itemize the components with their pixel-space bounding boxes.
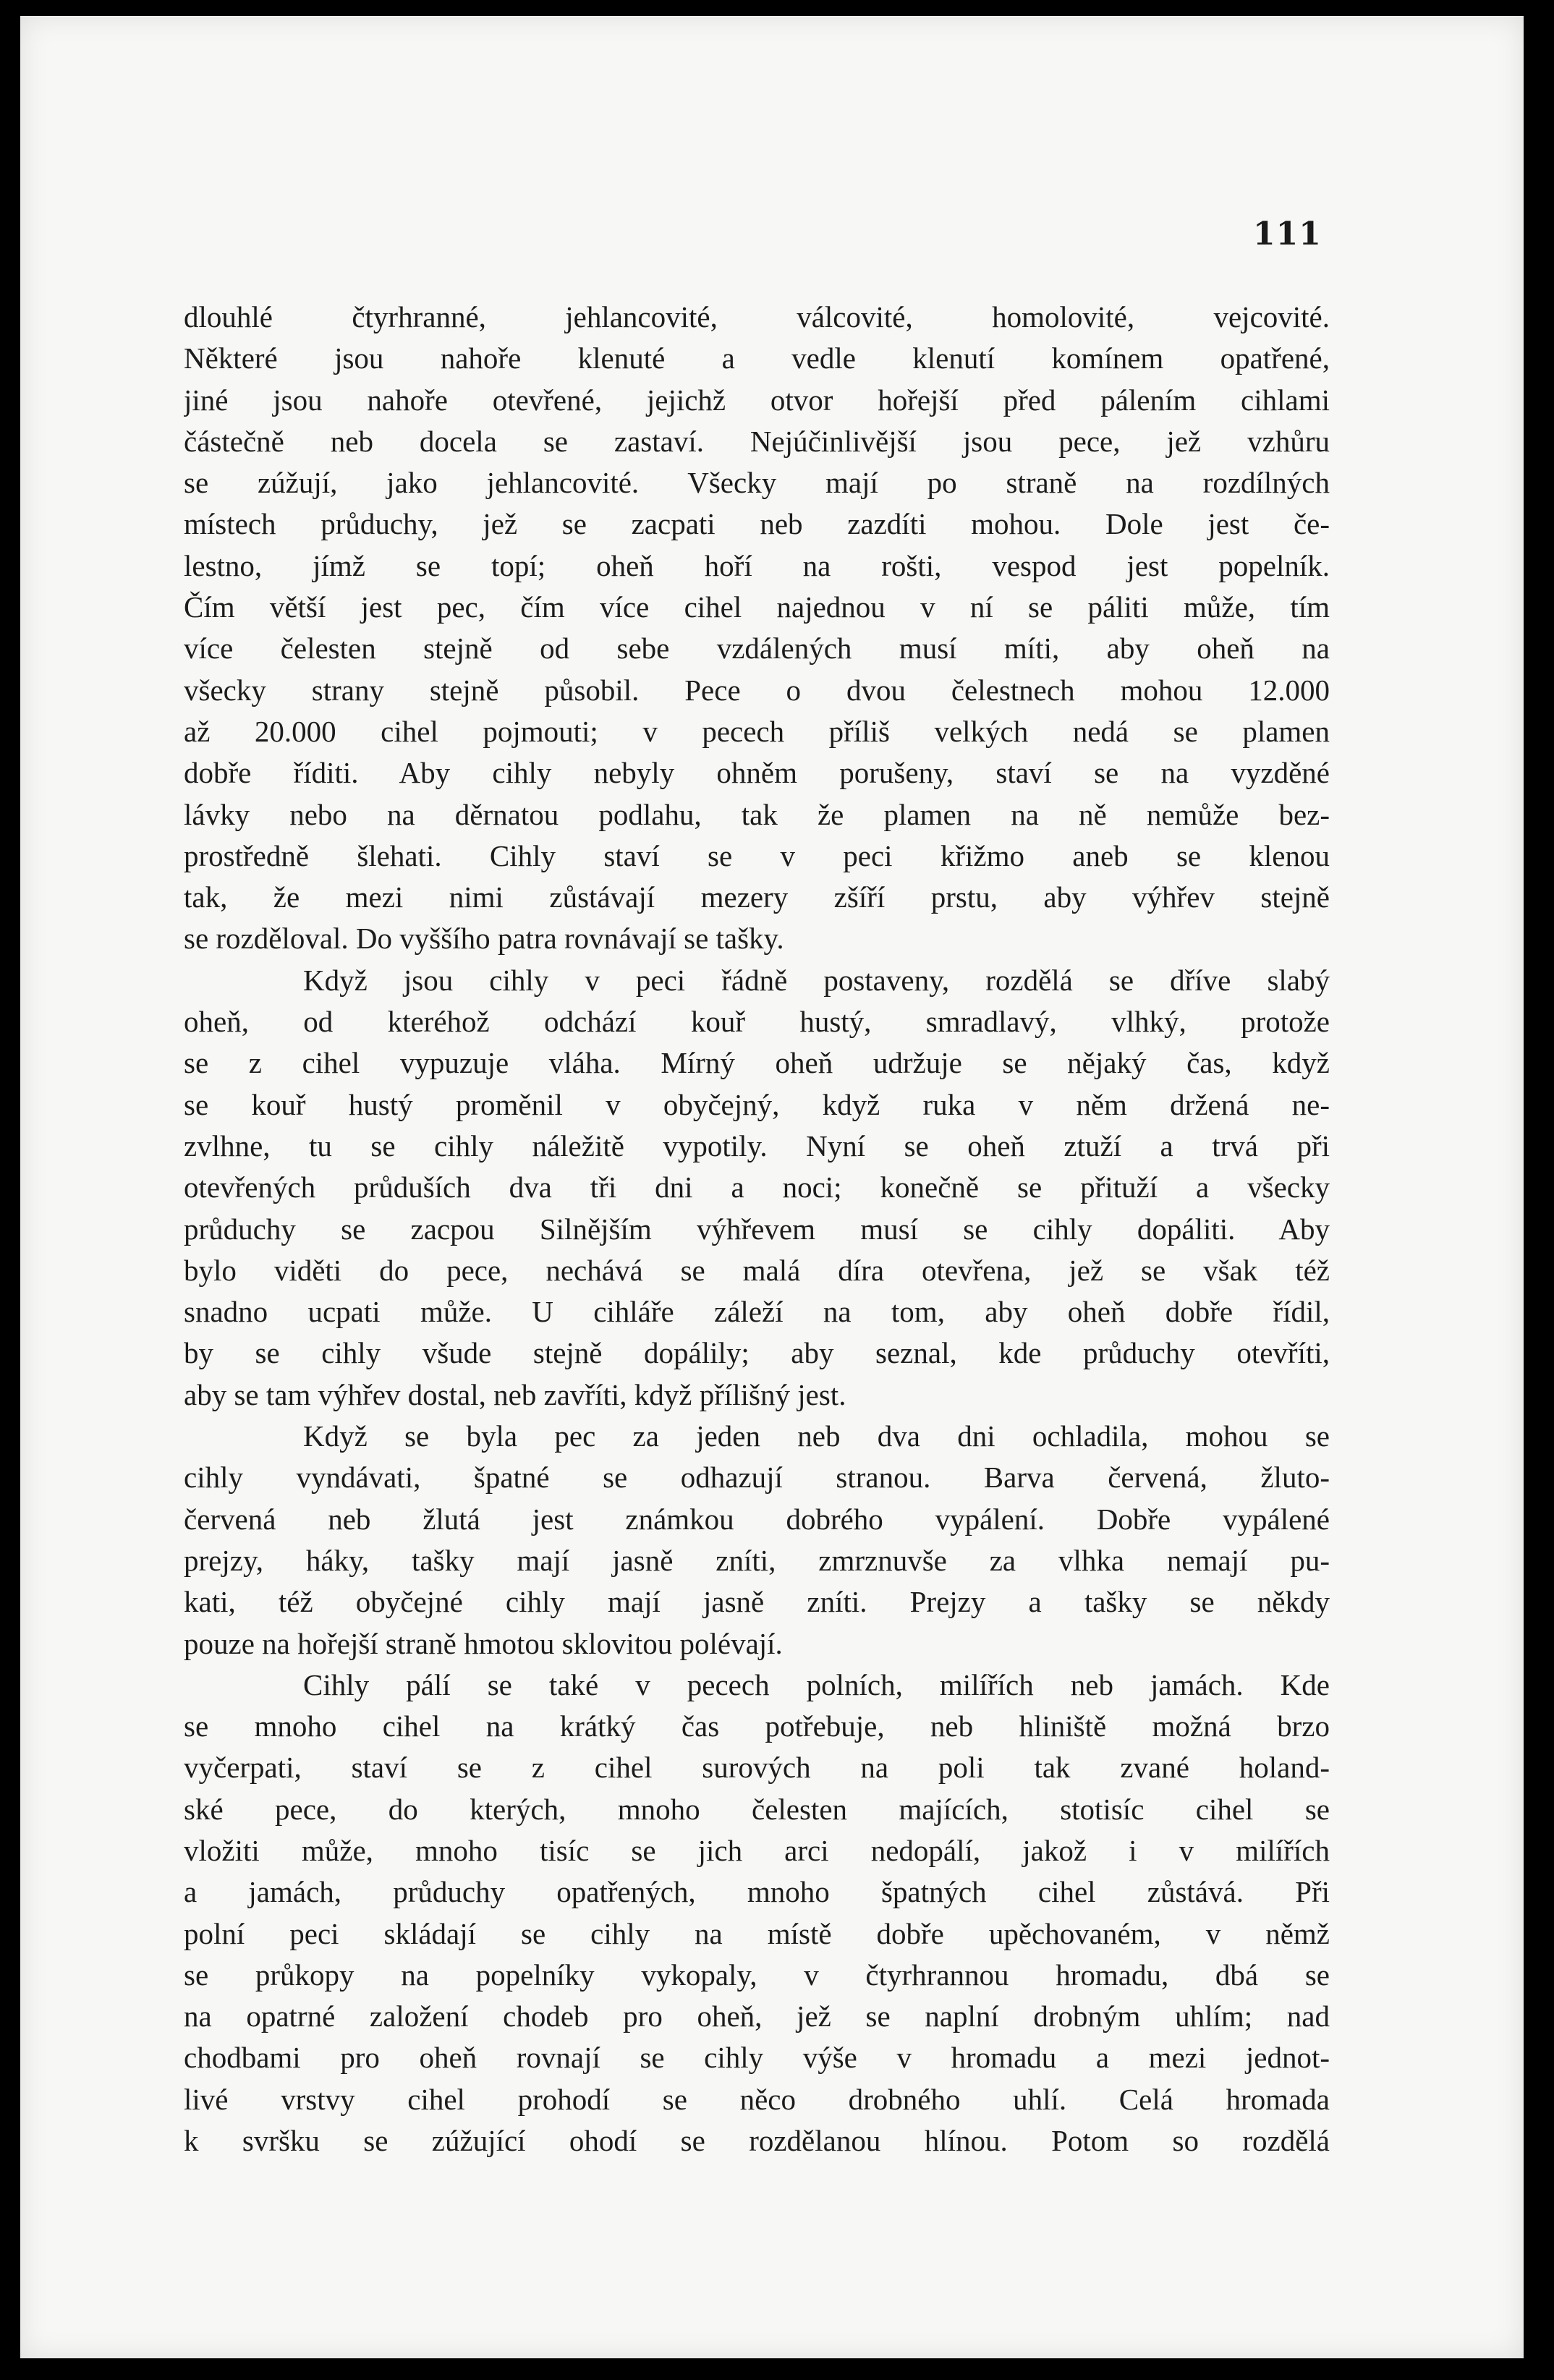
text-line: dlouhlé čtyrhranné, jehlancovité, válcovité, homolovité, vejcovité. bbox=[184, 300, 1330, 333]
text-line: by se cihly všude stejně dopálily; aby seznal, kde průduchy otevříti, bbox=[184, 1336, 1330, 1370]
text-line: Když se byla pec za jeden neb dva dni ochladila, mohou se bbox=[303, 1419, 1330, 1453]
text-line: se mnoho cihel na krátký čas potřebuje, neb hliniště možná brzo bbox=[184, 1709, 1330, 1743]
text-line: vložiti může, mnoho tisíc se jich arci nedopálí, jakož i v milířích bbox=[184, 1833, 1330, 1867]
text-line: dobře říditi. Aby cihly nebyly ohněm porušeny, staví se na vyzděné bbox=[184, 756, 1330, 790]
text-line: až 20.000 cihel pojmouti; v pecech příliš velkých nedá se plamen bbox=[184, 714, 1330, 748]
text-line: aby se tam výhřev dostal, neb zavříti, když přílišný jest. bbox=[184, 1377, 846, 1411]
text-line: jiné jsou nahoře otevřené, jejichž otvor hořejší před pálením cihlami bbox=[184, 383, 1330, 417]
text-line: Cihly pálí se také v pecech polních, milířích neb jamách. Kde bbox=[303, 1667, 1330, 1701]
text-line: zvlhne, tu se cihly náležitě vypotily. Nyní se oheň ztuží a trvá při bbox=[184, 1129, 1330, 1163]
text-line: snadno ucpati může. U cihláře záleží na tom, aby oheň dobře řídil, bbox=[184, 1295, 1330, 1329]
text-line: ské pece, do kterých, mnoho čelesten majících, stotisíc cihel se bbox=[184, 1792, 1330, 1826]
text-line: lávky nebo na děrnatou podlahu, tak že plamen na ně nemůže bez- bbox=[184, 797, 1330, 831]
page-number: 111 bbox=[1253, 216, 1322, 252]
text-line: polní peci skládají se cihly na místě dobře upěchovaném, v němž bbox=[184, 1916, 1330, 1950]
text-line: Některé jsou nahoře klenuté a vedle klenutí komínem opatřené, bbox=[184, 341, 1330, 375]
book-page bbox=[20, 16, 1524, 2358]
text-line: více čelesten stejně od sebe vzdálených musí míti, aby oheň na bbox=[184, 632, 1330, 666]
text-line: livé vrstvy cihel prohodí se něco drobného uhlí. Celá hromada bbox=[184, 2082, 1330, 2116]
text-line: lestno, jímž se topí; oheň hoří na rošti, vespod jest popelník. bbox=[184, 548, 1330, 582]
text-line: prejzy, háky, tašky mají jasně zníti, zmrznuvše za vlhka nemají pu- bbox=[184, 1543, 1330, 1577]
text-line: pouze na hořejší straně hmotou sklovitou polévají. bbox=[184, 1626, 783, 1660]
text-line: cihly vyndávati, špatné se odhazují stranou. Barva červená, žluto- bbox=[184, 1461, 1330, 1495]
text-line: průduchy se zacpou Silnějším výhřevem musí se cihly dopáliti. Aby bbox=[184, 1212, 1330, 1246]
text-line: bylo viděti do pece, nechává se malá díra otevřena, jež se však též bbox=[184, 1253, 1330, 1287]
text-line: červená neb žlutá jest známkou dobrého vypálení. Dobře vypálené bbox=[184, 1502, 1330, 1536]
text-line: chodbami pro oheň rovnají se cihly výše v hromadu a mezi jednot- bbox=[184, 2041, 1330, 2075]
text-line: otevřených průduších dva tři dni a noci; konečně se přituží a všecky bbox=[184, 1170, 1330, 1204]
text-line: se kouř hustý proměnil v obyčejný, když ruka v něm držená ne- bbox=[184, 1087, 1330, 1121]
text-line: místech průduchy, jež se zacpati neb zazdíti mohou. Dole jest če- bbox=[184, 507, 1330, 541]
text-line: Čím větší jest pec, čím více cihel najednou v ní se páliti může, tím bbox=[184, 590, 1330, 624]
text-line: všecky strany stejně působil. Pece o dvou čelestnech mohou 12.000 bbox=[184, 673, 1330, 707]
text-line: se rozděloval. Do vyššího patra rovnávají se tašky. bbox=[184, 922, 784, 956]
text-line: se z cihel vypuzuje vláha. Mírný oheň udržuje se nějaký čas, když bbox=[184, 1046, 1330, 1080]
text-line: na opatrné založení chodeb pro oheň, jež se naplní drobným uhlím; nad bbox=[184, 1999, 1330, 2033]
text-line: se průkopy na popelníky vykopaly, v čtyrhrannou hromadu, dbá se bbox=[184, 1958, 1330, 1992]
text-line: vyčerpati, staví se z cihel surových na poli tak zvané holand- bbox=[184, 1751, 1330, 1785]
text-line: částečně neb docela se zastaví. Nejúčinlivější jsou pece, jež vzhůru bbox=[184, 424, 1330, 458]
text-line: tak, že mezi nimi zůstávají mezery zšíří prstu, aby výhřev stejně bbox=[184, 880, 1330, 914]
text-line: oheň, od kteréhož odchází kouř hustý, smradlavý, vlhký, protože bbox=[184, 1005, 1330, 1039]
text-line: prostředně šlehati. Cihly staví se v peci křižmo aneb se klenou bbox=[184, 838, 1330, 872]
text-line: k svršku se zúžující ohodí se rozdělanou hlínou. Potom so rozdělá bbox=[184, 2124, 1330, 2158]
text-line: kati, též obyčejné cihly mají jasně zníti. Prejzy a tašky se někdy bbox=[184, 1585, 1330, 1619]
text-line: se zúžují, jako jehlancovité. Všecky mají po straně na rozdílných bbox=[184, 466, 1330, 500]
text-line: a jamách, průduchy opatřených, mnoho špatných cihel zůstává. Při bbox=[184, 1875, 1330, 1909]
text-line: Když jsou cihly v peci řádně postaveny, rozdělá se dříve slabý bbox=[303, 963, 1330, 997]
body-text bbox=[184, 297, 1330, 2162]
